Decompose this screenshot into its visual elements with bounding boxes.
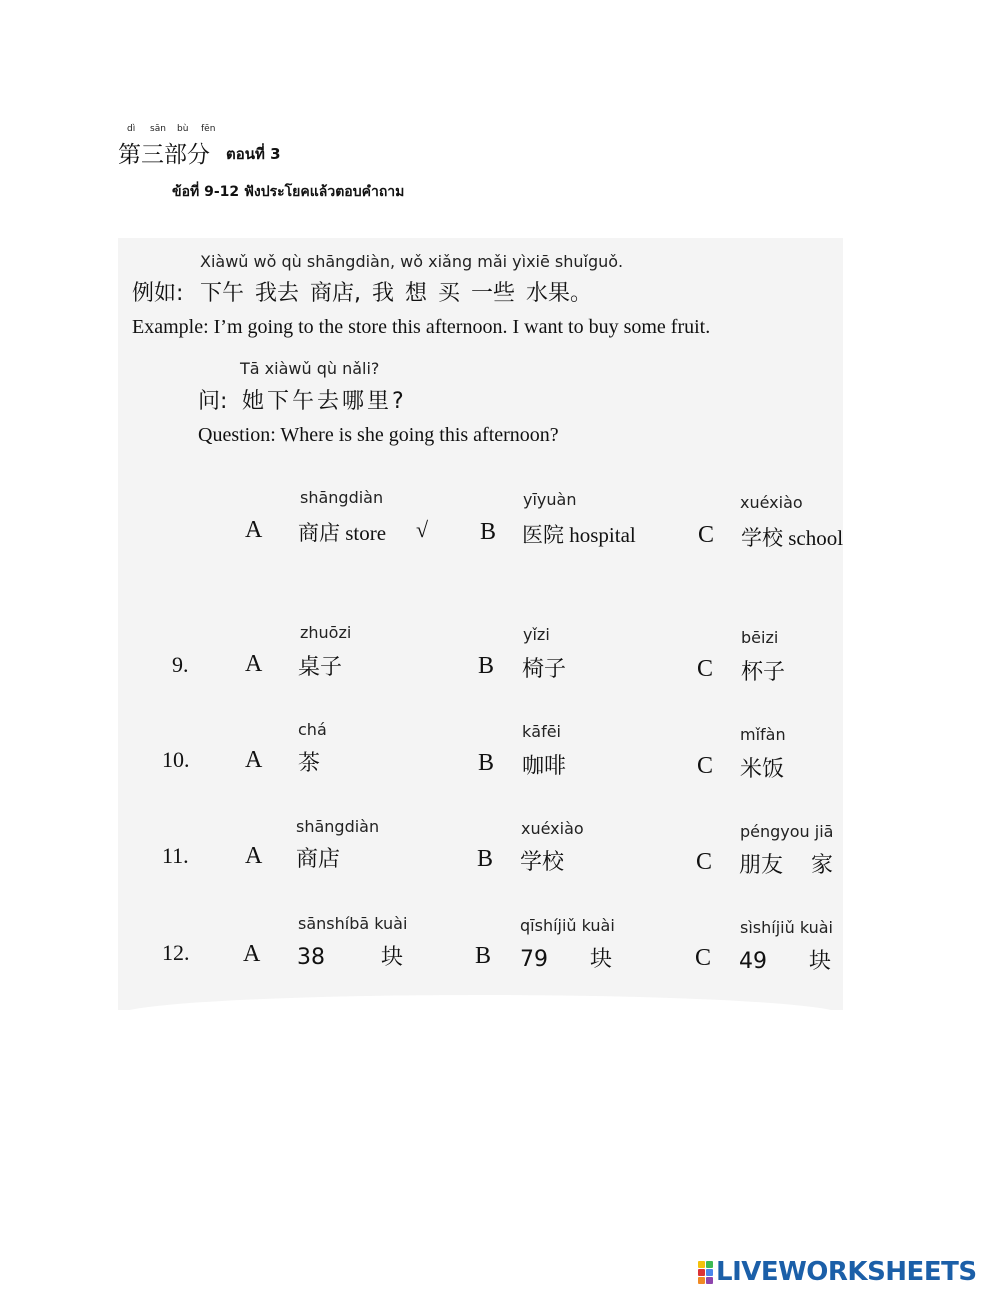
example-option-c-letter: C — [698, 522, 715, 548]
question-zh: 她下午去哪里? — [242, 389, 407, 414]
q12-option-c-pinyin: sìshíjiǔ kuài — [740, 918, 833, 937]
example-option-a-letter: A — [245, 517, 263, 543]
logo-square — [698, 1277, 705, 1284]
scanned-worksheet-area — [118, 238, 843, 1010]
q10-option-b-text[interactable]: 咖啡 — [522, 754, 567, 779]
example-sentence: 下午 我去 商店, 我 想 买 一些 水果。 — [200, 281, 592, 306]
title-pinyin-3: bù — [177, 124, 189, 134]
q9-option-b-pinyin: yǐzi — [523, 625, 550, 644]
question-number-10: 10. — [162, 747, 190, 772]
example-english: Example: I’m going to the store this afternoon. I want to buy some fruit. — [132, 316, 711, 338]
q11-option-c-pinyin: péngyou jiā — [740, 822, 834, 841]
question-english: Question: Where is she going this afternoon? — [198, 424, 559, 446]
title-pinyin-4: fēn — [201, 124, 216, 134]
q12-option-b-letter: B — [475, 943, 492, 969]
question-number-12: 12. — [162, 940, 190, 965]
logo-square — [706, 1269, 713, 1276]
q11-option-a-letter: A — [245, 843, 263, 869]
example-option-b-letter: B — [480, 519, 497, 545]
logo-square — [706, 1261, 713, 1268]
instruction-text: ข้อที่ 9-12 ฟังประโยคแล้วตอบคำถาม — [172, 184, 405, 200]
q12-option-a-pinyin: sānshíbā kuài — [298, 914, 408, 933]
q10-option-b-letter: B — [478, 750, 495, 776]
q9-option-c-letter: C — [697, 656, 714, 682]
example-label: 例如: — [132, 281, 184, 306]
liveworksheets-logo[interactable] — [698, 1257, 977, 1287]
q10-option-b-pinyin: kāfēi — [522, 722, 561, 741]
title-pinyin-2: sān — [150, 124, 166, 134]
question-number-11: 11. — [162, 843, 189, 868]
example-option-a-text: 商店 store — [298, 521, 387, 545]
q12-option-c-text[interactable]: 49 块 — [739, 949, 831, 974]
logo-grid-icon — [698, 1261, 713, 1284]
section-title-zh: 第三部分 — [118, 142, 210, 168]
example-option-a-pinyin: shāngdiàn — [300, 488, 384, 507]
example-option-c-pinyin: xuéxiào — [740, 493, 803, 512]
example-option-b-pinyin: yīyuàn — [523, 490, 577, 509]
logo-text: LIVEWORKSHEETS — [716, 1257, 977, 1287]
logo-square — [706, 1277, 713, 1284]
q9-option-c-pinyin: bēizi — [741, 628, 779, 647]
q12-option-b-pinyin: qīshíjiǔ kuài — [520, 916, 615, 935]
q12-option-c-letter: C — [695, 945, 712, 971]
q11-option-b-letter: B — [477, 846, 494, 872]
q11-option-a-text[interactable]: 商店 — [296, 847, 341, 872]
q10-option-c-letter: C — [697, 753, 714, 779]
q11-option-b-pinyin: xuéxiào — [521, 819, 584, 838]
q9-option-a-letter: A — [245, 651, 263, 677]
q12-option-b-text[interactable]: 79 块 — [520, 947, 612, 972]
example-pinyin: Xiàwǔ wǒ qù shāngdiàn, wǒ xiǎng mǎi yìxiē shuǐguǒ. — [200, 252, 624, 271]
question-number-9: 9. — [172, 652, 189, 677]
q11-option-c-text[interactable]: 朋友 家 — [739, 853, 833, 878]
q12-option-a-letter: A — [243, 941, 261, 967]
q9-option-a-text[interactable]: 桌子 — [298, 655, 343, 680]
q9-option-b-text[interactable]: 椅子 — [522, 657, 567, 682]
q9-option-b-letter: B — [478, 653, 495, 679]
example-option-c-text: 学校 school — [741, 526, 844, 550]
q10-option-a-text[interactable]: 茶 — [298, 751, 321, 776]
q10-option-a-pinyin: chá — [298, 720, 327, 739]
title-pinyin-1: dì — [127, 124, 136, 134]
q11-option-a-pinyin: shāngdiàn — [296, 817, 380, 836]
q11-option-b-text[interactable]: 学校 — [520, 850, 565, 875]
q11-option-c-letter: C — [696, 849, 713, 875]
logo-square — [698, 1261, 705, 1268]
q12-option-a-text[interactable]: 38 块 — [297, 945, 403, 970]
logo-square — [698, 1269, 705, 1276]
q9-option-c-text[interactable]: 杯子 — [741, 660, 786, 685]
question-label: 问: — [198, 389, 228, 414]
question-pinyin: Tā xiàwǔ qù nǎli? — [240, 359, 380, 378]
check-mark-icon: √ — [416, 517, 429, 542]
q10-option-c-text[interactable]: 米饭 — [740, 757, 785, 782]
q10-option-c-pinyin: mǐfàn — [740, 725, 786, 744]
q9-option-a-pinyin: zhuōzi — [300, 623, 352, 642]
section-title-th: ตอนที่ 3 — [226, 145, 281, 163]
example-option-b-text: 医院 hospital — [522, 523, 636, 547]
q10-option-a-letter: A — [245, 747, 263, 773]
